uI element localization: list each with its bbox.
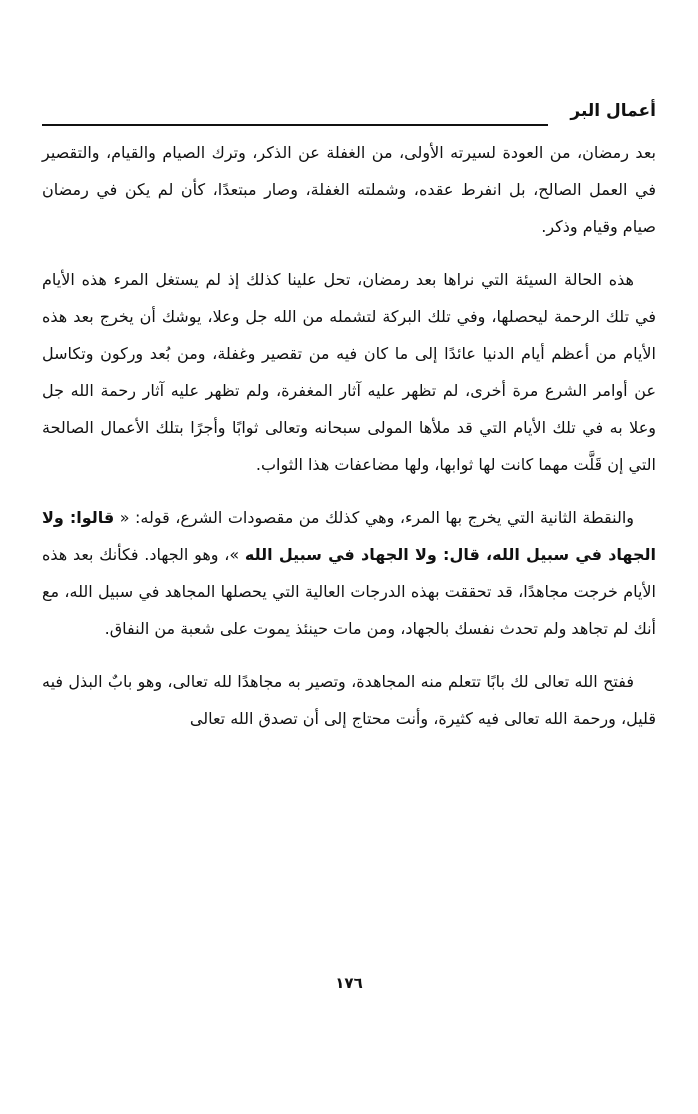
page-number: ١٧٦	[335, 974, 363, 992]
paragraph-2: هذه الحالة السيئة التي نراها بعد رمضان، تحل علينا كذلك إذ لم يستغل المرء هذه الأيام في تلك الرحمة ليحصلها، وفي تلك البركة لتشمله من الله جل وعلا، يوشك أن يخرج بعد هذه الأيام من أعظم أيام الدنيا عائدًا إلى ما كان فيه من تقصير وغفلة، ومن بُعد وركون وتكاسل عن أوامر الشرع مرة أخرى، لم تظهر عليه آثار المغفرة، ولم تظهر عليه آثار رحمة الله جل وعلا به في تلك الأيام التي قد ملأها المولى سبحانه وتعالى ثوابًا وأجرًا بتلك الأعمال الصالحة التي إن قَلَّت مهما كانت لها ثوابها، ولها مضاعفات هذا الثواب.	[42, 270, 656, 474]
paragraph-3-rest: »، وهو الجهاد. فكأنك بعد هذه الأيام خرجت مجاهدًا، قد تحققت بهذه الدرجات العالية التي يحصلها المجاهد في سبيل الله، مع أنك لم تجاهد ولم تحدث نفسك بالجهاد، ومن مات حينئذ يموت على شعبة من النفاق.	[42, 545, 656, 638]
hadith-quote: قالوا: ولا الجهاد في سبيل الله، قال: ولا الجهاد في سبيل الله	[42, 508, 656, 564]
paragraph-3	[42, 499, 656, 647]
paragraph-1: بعد رمضان، من العودة لسيرته الأولى، من الغفلة عن الذكر، وترك الصيام والقيام، والتقصير في العمل الصالح، بل انفرط عقده، وشملته الغفلة، وصار مبتعدًا، كأن لم يكن في رمضان صيام وقيام وذكر.	[42, 143, 656, 236]
running-title: أعمال البر	[570, 101, 656, 121]
header-rule	[42, 124, 548, 126]
body-text	[42, 134, 656, 753]
paragraph-4: ففتح الله تعالى لك بابًا تتعلم منه المجاهدة، وتصير به مجاهدًا لله تعالى، وهو بابٌ البذل فيه قليل، ورحمة الله تعالى فيه كثيرة، وأنت محتاج إلى أن تصدق الله تعالى	[42, 672, 656, 728]
paragraph-3-intro: والنقطة الثانية التي يخرج بها المرء، وهي كذلك من مقصودات الشرع، قوله: «	[114, 508, 634, 527]
